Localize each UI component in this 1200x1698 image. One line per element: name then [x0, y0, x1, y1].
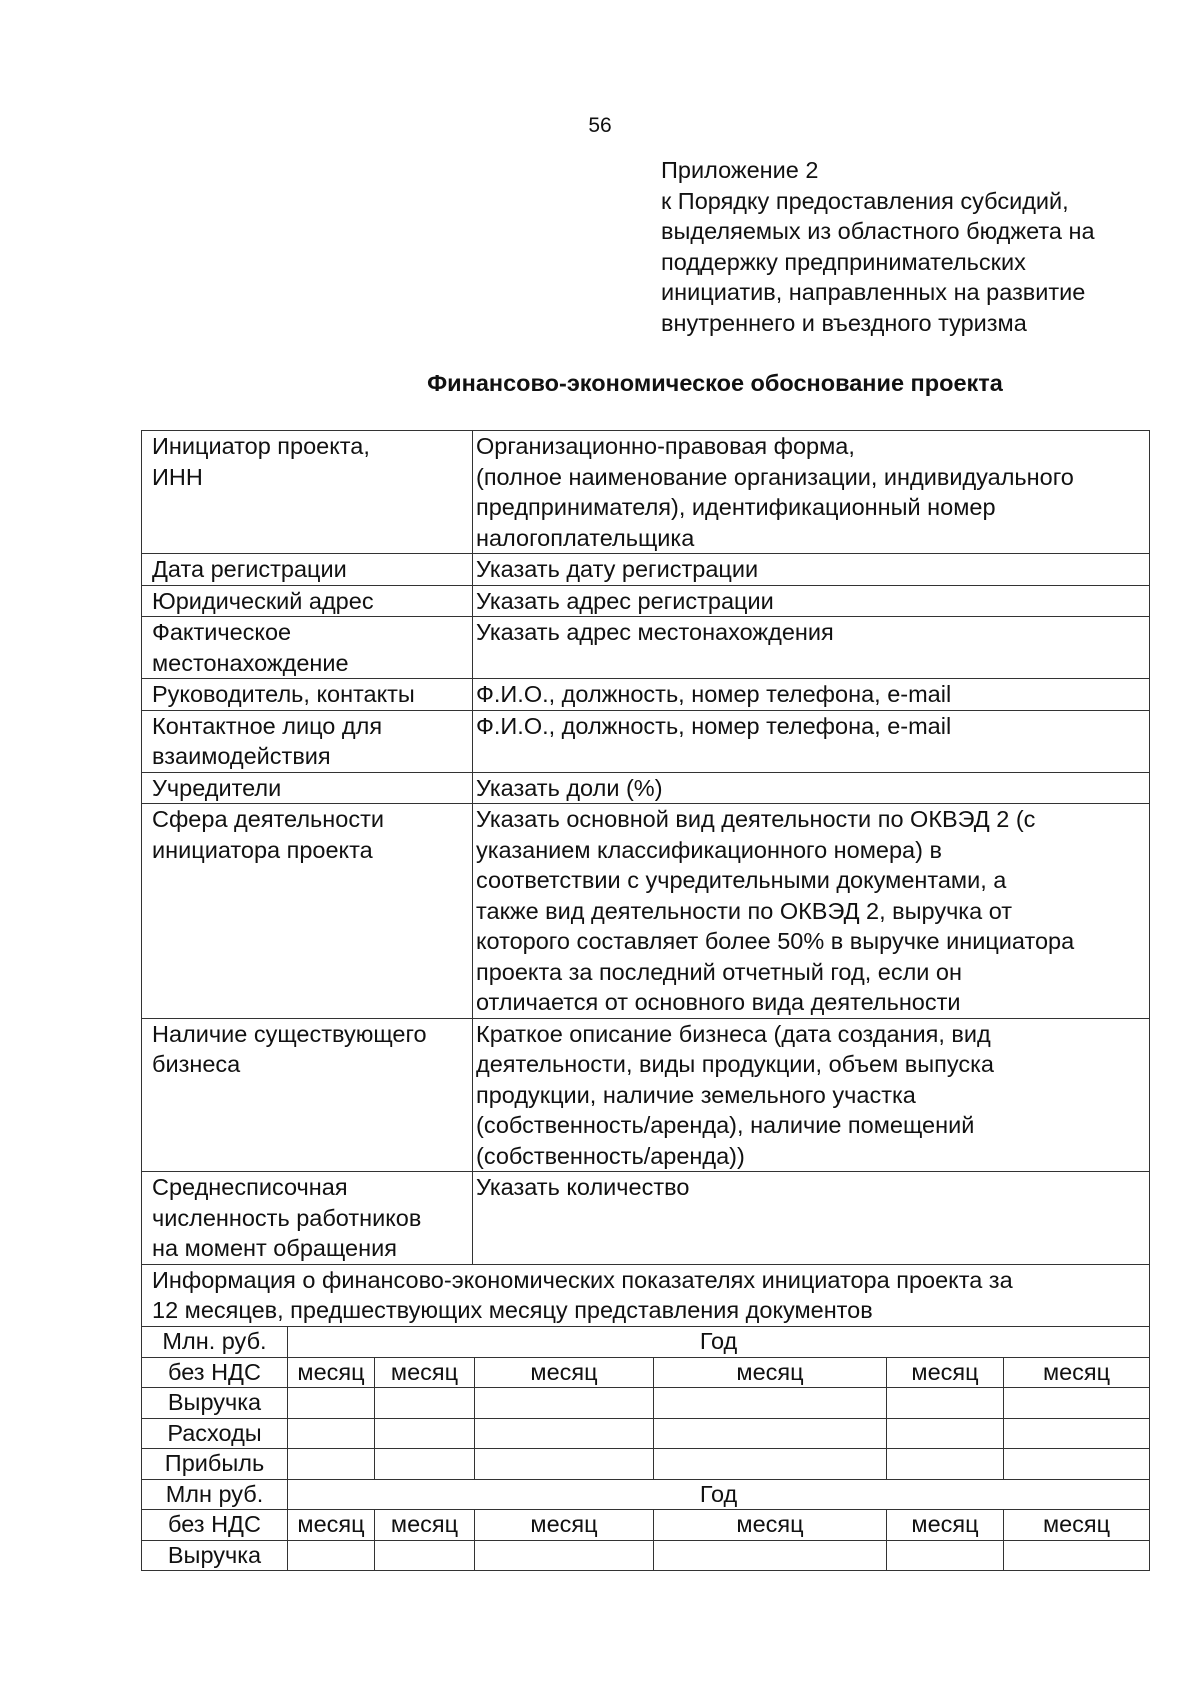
appendix-line: выделяемых из областного бюджета на [661, 218, 1095, 244]
row-value-line: Указать доли (%) [476, 774, 663, 801]
row-label-cell [142, 1172, 473, 1265]
info-row [142, 804, 1150, 1019]
appendix-line: Приложение 2 [661, 157, 819, 183]
empty-value-cell [654, 1540, 887, 1571]
row-value-line: (собственность/аренда), наличие помещений [476, 1112, 975, 1138]
empty-value-cell [887, 1388, 1004, 1419]
month-cell: месяц [288, 1357, 375, 1388]
indicator-label-cell: Расходы [142, 1418, 288, 1449]
info-row [142, 1018, 1150, 1172]
month-cell: месяц [288, 1510, 375, 1541]
row-label-line: Сфера деятельности [152, 806, 384, 832]
row-value-line: которого составляет более 50% в выручке инициатора [476, 928, 1075, 954]
row-label-line: Контактное лицо для [152, 712, 383, 739]
month-header-row [142, 1357, 1150, 1388]
row-value-line: соответствии с учредительными документами, а [476, 867, 1007, 893]
month-cell: месяц [887, 1357, 1004, 1388]
indicator-row [142, 1540, 1150, 1571]
info-row [142, 617, 1150, 679]
month-header-row [142, 1510, 1150, 1541]
empty-value-cell [887, 1449, 1004, 1480]
indicator-row [142, 1388, 1150, 1419]
page-number: 56 [588, 114, 612, 137]
row-value-line: Организационно-правовая форма, [476, 433, 855, 459]
unit-cell: без НДС [142, 1510, 288, 1541]
financial-info-cell [142, 1264, 1150, 1326]
year-header-row [142, 1327, 1150, 1358]
row-label-line: численность работников [152, 1204, 422, 1231]
financial-info-line: Информация о финансово-экономических показателях инициатора проекта за [152, 1266, 1013, 1293]
row-label-line: Наличие существующего [152, 1020, 427, 1047]
row-label-cell [142, 679, 473, 711]
month-cell: месяц [654, 1357, 887, 1388]
month-cell: месяц [887, 1510, 1004, 1541]
indicator-label-cell: Выручка [142, 1540, 288, 1571]
row-value-cell [473, 617, 1150, 679]
row-label-line: Инициатор проекта, [152, 433, 370, 459]
indicator-row [142, 1418, 1150, 1449]
row-value-line: Краткое описание бизнеса (дата создания, вид [476, 1020, 991, 1047]
month-cell: месяц [1004, 1357, 1150, 1388]
row-label-cell [142, 585, 473, 617]
month-cell: месяц [375, 1357, 475, 1388]
month-cell: месяц [475, 1510, 654, 1541]
financial-info-line: 12 месяцев, предшествующих месяцу представления документов [152, 1297, 873, 1323]
empty-value-cell [288, 1449, 375, 1480]
row-value-cell [473, 679, 1150, 711]
row-value-line: Указать основной вид деятельности по ОКВЭД 2 (с [476, 806, 1036, 832]
unit-cell: Млн. руб. [142, 1327, 288, 1358]
row-label-line: ИНН [152, 463, 203, 490]
empty-value-cell [475, 1449, 654, 1480]
row-value-line: предпринимателя), идентификационный номер [476, 494, 996, 520]
row-value-cell [473, 554, 1150, 586]
row-label-cell [142, 710, 473, 772]
row-value-line: Указать адрес регистрации [476, 587, 774, 614]
year-cell: Год [288, 1327, 1150, 1358]
empty-value-cell [654, 1418, 887, 1449]
row-label-line: Учредители [152, 774, 282, 801]
appendix-line: инициатив, направленных на развитие [661, 279, 1086, 305]
unit-cell: Млн руб. [142, 1479, 288, 1510]
appendix-line: внутреннего и въездного туризма [661, 309, 1027, 336]
row-value-line: Указать адрес местонахождения [476, 619, 834, 645]
empty-value-cell [887, 1540, 1004, 1571]
empty-value-cell [1004, 1540, 1150, 1571]
row-label-line: взаимодействия [152, 743, 331, 769]
unit-cell: без НДС [142, 1357, 288, 1388]
empty-value-cell [375, 1418, 475, 1449]
row-label-cell [142, 804, 473, 1019]
info-row [142, 585, 1150, 617]
row-label-line: Юридический адрес [152, 587, 374, 614]
row-label-line: Дата регистрации [152, 556, 347, 582]
empty-value-cell [288, 1388, 375, 1419]
financial-indicators-table [141, 1326, 1150, 1571]
indicator-row [142, 1449, 1150, 1480]
info-row [142, 554, 1150, 586]
row-value-line: Ф.И.О., должность, номер телефона, e-mail [476, 712, 952, 739]
empty-value-cell [1004, 1449, 1150, 1480]
row-label-line: бизнеса [152, 1051, 241, 1077]
row-value-cell [473, 585, 1150, 617]
info-row [142, 1172, 1150, 1265]
row-value-line: продукции, наличие земельного участка [476, 1081, 916, 1108]
info-row [142, 710, 1150, 772]
empty-value-cell [654, 1388, 887, 1419]
info-row [142, 679, 1150, 711]
row-value-cell [473, 431, 1150, 554]
empty-value-cell [288, 1418, 375, 1449]
row-label-line: Фактическое [152, 619, 292, 645]
info-row [142, 431, 1150, 554]
row-value-cell [473, 772, 1150, 804]
empty-value-cell [475, 1418, 654, 1449]
month-cell: месяц [375, 1510, 475, 1541]
row-label-cell [142, 554, 473, 586]
indicator-label-cell: Прибыль [142, 1449, 288, 1480]
month-cell: месяц [654, 1510, 887, 1541]
row-value-line: Ф.И.О., должность, номер телефона, e-mail [476, 681, 952, 707]
row-value-line: деятельности, виды продукции, объем выпуска [476, 1051, 994, 1077]
appendix-line: к Порядку предоставления субсидий, [661, 187, 1069, 214]
empty-value-cell [475, 1540, 654, 1571]
row-value-cell [473, 1172, 1150, 1265]
empty-value-cell [375, 1540, 475, 1571]
appendix-note [661, 155, 1181, 338]
empty-value-cell [288, 1540, 375, 1571]
row-value-line: проекта за последний отчетный год, если он [476, 958, 962, 985]
row-value-line: (собственность/аренда)) [476, 1142, 745, 1169]
empty-value-cell [1004, 1418, 1150, 1449]
row-label-line: на момент обращения [152, 1235, 397, 1261]
financial-info-row [142, 1264, 1150, 1326]
empty-value-cell [654, 1449, 887, 1480]
project-info-table [141, 430, 1150, 1327]
year-cell: Год [288, 1479, 1150, 1510]
info-row [142, 772, 1150, 804]
row-value-line: Указать количество [476, 1174, 690, 1200]
empty-value-cell [475, 1388, 654, 1419]
row-value-line: (полное наименование организации, индивидуального [476, 463, 1074, 490]
row-label-cell [142, 431, 473, 554]
row-label-line: Руководитель, контакты [152, 681, 415, 707]
empty-value-cell [1004, 1388, 1150, 1419]
indicator-label-cell: Выручка [142, 1388, 288, 1419]
row-value-line: указанием классификационного номера) в [476, 836, 942, 863]
row-label-line: Среднесписочная [152, 1174, 348, 1200]
month-cell: месяц [475, 1357, 654, 1388]
row-value-line: налогоплательщика [476, 524, 695, 551]
appendix-line: поддержку предпринимательских [661, 248, 1026, 275]
row-value-cell [473, 804, 1150, 1019]
empty-value-cell [887, 1418, 1004, 1449]
row-label-cell [142, 772, 473, 804]
row-label-line: инициатора проекта [152, 836, 373, 863]
row-value-cell [473, 710, 1150, 772]
document-title: Финансово-экономическое обоснование проекта [427, 370, 1003, 396]
row-label-cell [142, 617, 473, 679]
year-header-row [142, 1479, 1150, 1510]
empty-value-cell [375, 1388, 475, 1419]
month-cell: месяц [1004, 1510, 1150, 1541]
row-value-line: Указать дату регистрации [476, 556, 759, 582]
row-value-line: также вид деятельности по ОКВЭД 2, выручка от [476, 897, 1013, 924]
empty-value-cell [375, 1449, 475, 1480]
row-label-line: местонахождение [152, 649, 349, 676]
row-label-cell [142, 1018, 473, 1172]
row-value-line: отличается от основного вида деятельности [476, 989, 961, 1015]
row-value-cell [473, 1018, 1150, 1172]
